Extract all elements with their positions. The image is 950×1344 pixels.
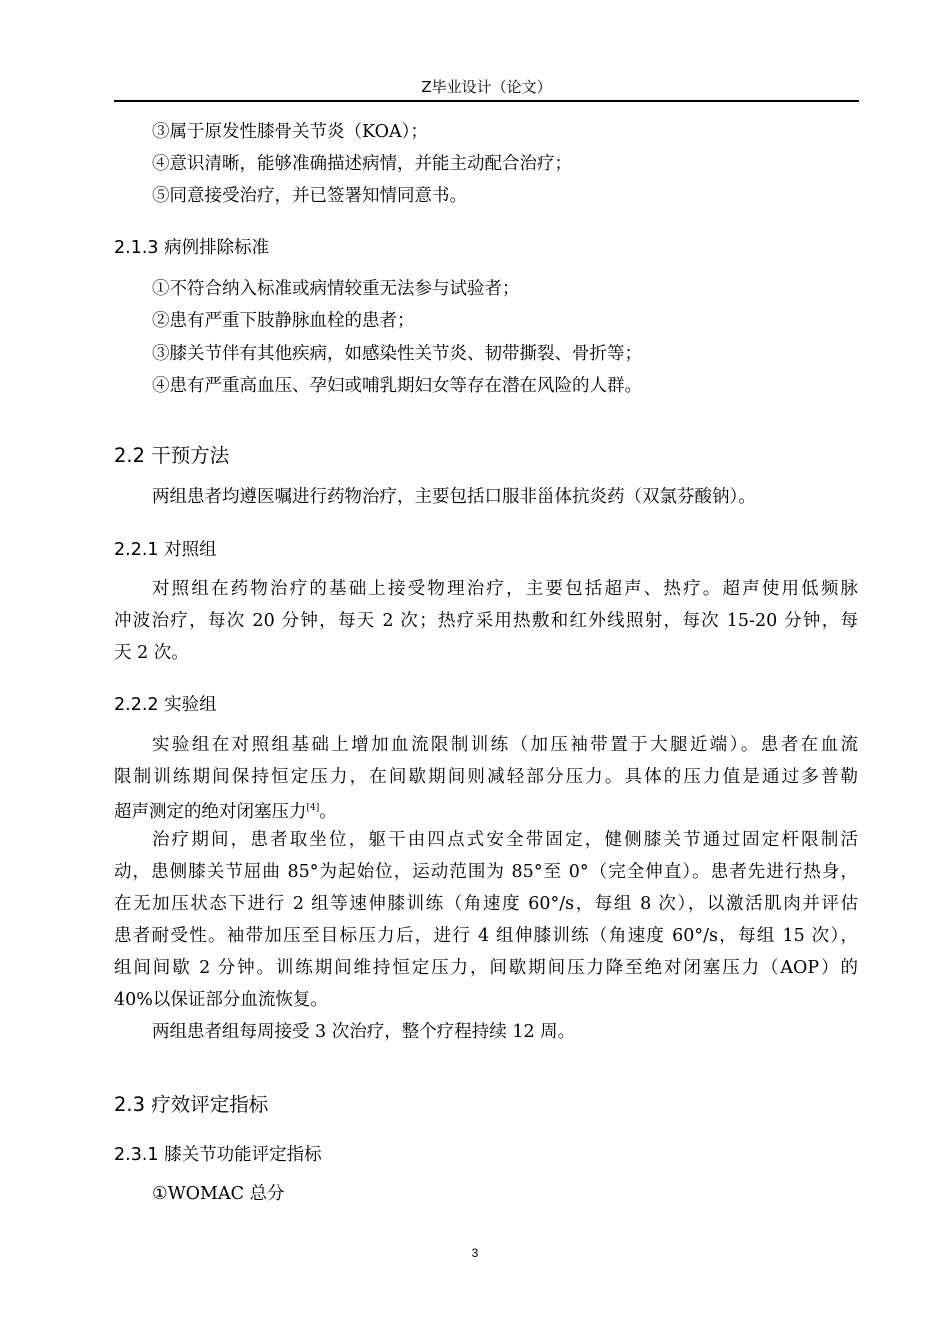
exclusion-item: ④患有严重高血压、孕妇或哺乳期妇女等存在潜在风险的人群。	[152, 376, 642, 396]
paragraph-line: 天 2 次。	[114, 643, 189, 663]
page-number: 3	[471, 1246, 479, 1260]
paragraph-line: 在无加压状态下进行 2 组等速伸膝训练（角速度 60°/s，每组 8 次），以激活肌肉并评估	[114, 894, 858, 914]
paragraph-line: 治疗期间，患者取坐位，躯干由四点式安全带固定，健侧膝关节通过固定杆限制活	[152, 830, 858, 850]
section-heading-2-3: 2.3 疗效评定指标	[114, 1093, 269, 1116]
header-rule	[114, 100, 859, 102]
paragraph-line	[114, 797, 337, 823]
section-heading-2-1-3: 2.1.3 病例排除标准	[114, 238, 270, 258]
paragraph-line: 冲波治疗，每次 20 分钟，每天 2 次；热疗采用热敷和红外线照射，每次 15-20 分钟，每	[114, 611, 858, 631]
exclusion-item: ③膝关节伴有其他疾病，如感染性关节炎、韧带撕裂、骨折等；	[152, 344, 642, 364]
index-item: ①WOMAC 总分	[152, 1184, 285, 1204]
paragraph-text: 。	[319, 802, 337, 822]
paragraph-line: 组间间歇 2 分钟。训练期间维持恒定压力，间歇期间压力降至绝对闭塞压力（AOP）的	[114, 958, 858, 978]
section-heading-2-2-2: 2.2.2 实验组	[114, 695, 217, 715]
paragraph-line: 两组患者均遵医嘱进行药物治疗，主要包括口服非甾体抗炎药（双氯芬酸钠）。	[152, 487, 756, 507]
section-heading-2-2-1: 2.2.1 对照组	[114, 540, 217, 560]
inclusion-item: ⑤同意接受治疗，并已签署知情同意书。	[152, 186, 467, 206]
page-header: Z毕业设计（论文）	[421, 78, 552, 96]
paragraph-line: 实验组在对照组基础上增加血流限制训练（加压袖带置于大腿近端）。患者在血流	[152, 735, 858, 755]
inclusion-item: ④意识清晰，能够准确描述病情，并能主动配合治疗；	[152, 154, 572, 174]
paragraph-line: 患者耐受性。袖带加压至目标压力后，进行 4 组伸膝训练（角速度 60°/s，每组 15 次），	[114, 926, 858, 946]
exclusion-item: ②患有严重下肢静脉血栓的患者；	[152, 311, 415, 331]
paragraph-text: 超声测定的绝对闭塞压力	[114, 802, 307, 822]
section-heading-2-2: 2.2 干预方法	[114, 444, 230, 467]
exclusion-item: ①不符合纳入标准或病情较重无法参与试验者；	[152, 279, 520, 299]
citation: [4]	[306, 803, 320, 813]
paragraph-line: 两组患者组每周接受 3 次治疗，整个疗程持续 12 周。	[152, 1022, 576, 1042]
paragraph-line: 限制训练期间保持恒定压力，在间歇期间则减轻部分压力。具体的压力值是通过多普勒	[114, 767, 858, 787]
paragraph-line: 对照组在药物治疗的基础上接受物理治疗，主要包括超声、热疗。超声使用低频脉	[152, 579, 858, 599]
section-heading-2-3-1: 2.3.1 膝关节功能评定指标	[114, 1145, 322, 1165]
inclusion-item: ③属于原发性膝骨关节炎（KOA）；	[152, 122, 428, 142]
paragraph-line: 40%以保证部分血流恢复。	[114, 990, 328, 1010]
paragraph-line: 动，患侧膝关节屈曲 85°为起始位，运动范围为 85°至 0°（完全伸直）。患者先进行热身，	[114, 862, 858, 882]
